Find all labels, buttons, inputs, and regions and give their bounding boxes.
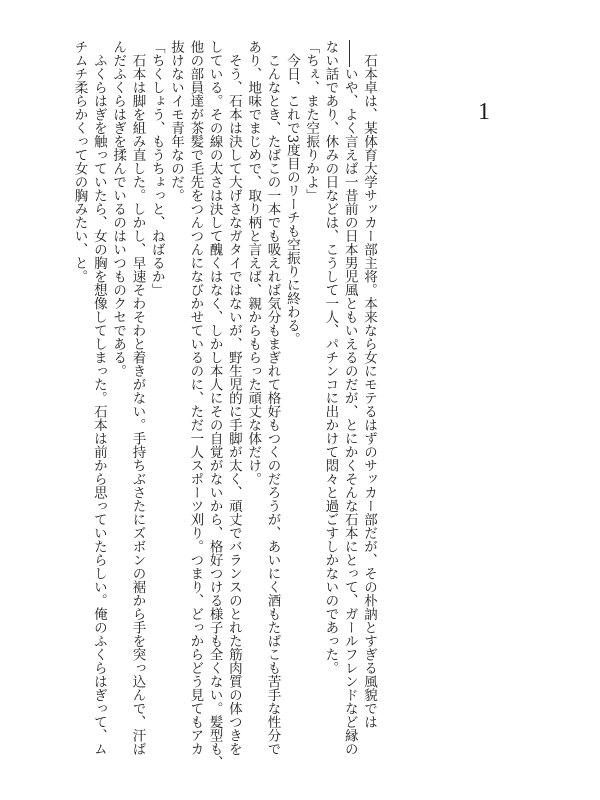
text-line: ない話であり、休みの日などは、こうして一人、パチンコに出かけて悶々と過ごすしかないのであった。 — [322, 40, 339, 675]
text-line: している。その線の太さは決して醜くはなく、しかし本人にその自覚がないから、格好つける様子も全くない。髪型も、 — [206, 40, 223, 769]
text-line: 今日、これで3度目のリーチも空振りに終わる。 — [283, 40, 300, 346]
body-text — [69, 40, 378, 780]
text-line: 石本卓は、某体育大学サッカー部主将。本来なら女にモテるはずのサッカー部だが、その朴訥とすぎる風貌では — [361, 40, 377, 729]
page-number: 1 — [478, 99, 490, 125]
text-line: 他の部員達が茶髪で毛先をつんつんになびかせているのに、ただ一人スポーツ刈り。つまり、どっからどう見てもアカ — [187, 40, 204, 756]
text-line: あり、地味でまじめで、取り柄と言えば、親からもらった頑丈な体だけ。 — [245, 40, 262, 486]
text-line: 抜けないイモ青年なのだ。 — [168, 40, 185, 202]
text-line: チムチ柔らかくって女の胸みたい、と。 — [71, 40, 88, 283]
text-line: ――いや、よく言えば一昔前の日本男児風ともいえるのだが、とにかくそんな石本にとって、ガールフレンドなど縁の — [341, 40, 358, 756]
text-line: 「ちくしょう、もうちょっと、ねばるか」 — [148, 40, 165, 297]
text-line: 石本は脚を組み直した。しかし、早速そわそわと着きがない。手持ちぶさたにズボンの裾から手を突っ込んで、汗ば — [129, 40, 146, 756]
text-line: そう、石本は決して大げさなガタイではないが、野生児的に手脚が太く、頑丈でバランスのとれた筋肉質の体つきを — [225, 40, 242, 756]
text-line: 「ちぇ、また空振りかよ」 — [303, 40, 320, 202]
text-line: ふくらはぎを触っていたら、女の胸を想像してしまった。石本は前から思っていたらしい。俺のふくらはぎって、ム — [90, 40, 107, 756]
text-line: こんなとき、たばこの一本でも吸えれば気分もまぎれて格好もつくのだろうが、あいにく酒もたばこも苦手な性分で — [264, 40, 281, 756]
text-line: んだふくらはぎを揉んでいるのはいつものクセである。 — [110, 40, 127, 378]
